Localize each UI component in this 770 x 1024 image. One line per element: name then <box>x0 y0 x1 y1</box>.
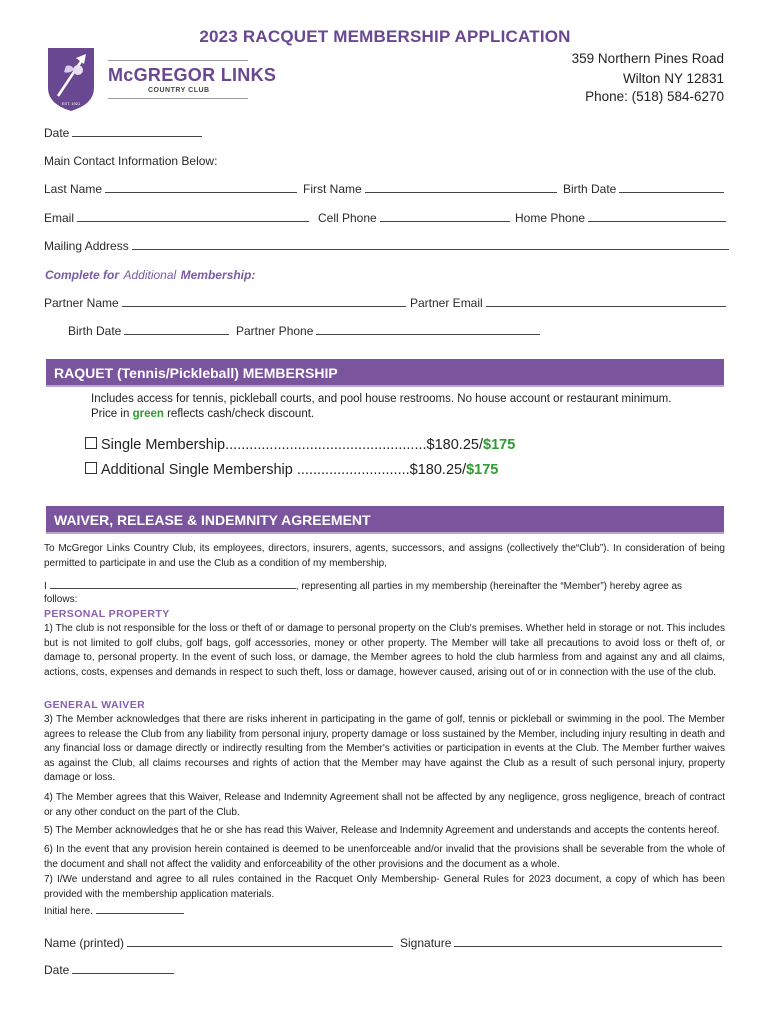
cell-phone-field[interactable] <box>318 210 510 225</box>
follows-text: follows: <box>44 594 78 605</box>
representing-text: , representing all parties in my membership (hereinafter the “Member”) hereby agree as <box>295 581 683 592</box>
name-printed-field[interactable] <box>44 935 393 950</box>
partner-phone-field[interactable] <box>236 323 540 338</box>
partner-birth-date-blank[interactable] <box>124 323 229 335</box>
partner-name-blank[interactable] <box>122 295 406 307</box>
i-label: I <box>44 581 47 592</box>
name-printed-blank[interactable] <box>127 935 393 947</box>
address-line-1: 359 Northern Pines Road <box>571 51 724 66</box>
signature-label: Signature <box>400 936 452 950</box>
phone-number: Phone: (518) 584-6270 <box>585 89 724 104</box>
price-in-text: Price in <box>91 408 130 420</box>
waiver-section-header: WAIVER, RELEASE & INDEMNITY AGREEMENT <box>46 506 724 534</box>
partner-email-label: Partner Email <box>410 296 483 310</box>
address-line-2: Wilton NY 12831 <box>622 71 724 86</box>
cell-phone-blank[interactable] <box>380 210 510 222</box>
racquet-header-rule <box>46 385 724 387</box>
partner-name-field[interactable] <box>44 295 406 310</box>
additional-membership-checkbox[interactable] <box>85 462 97 474</box>
additional-membership-label: Additional Single Membership ............................ <box>101 462 410 478</box>
brand-subtitle: COUNTRY CLUB <box>148 87 210 94</box>
membership-colon-text: Membership: <box>180 268 256 282</box>
first-name-blank[interactable] <box>365 181 557 193</box>
birth-date-label: Birth Date <box>563 182 617 196</box>
complete-for-text: Complete for <box>45 268 120 282</box>
page-title: 2023 RACQUET MEMBERSHIP APPLICATION <box>199 27 571 46</box>
birth-date-blank[interactable] <box>619 181 724 193</box>
racquet-section-header: RAQUET (Tennis/Pickleball) MEMBERSHIP <box>46 359 724 387</box>
single-membership-price: $180.25/ <box>426 437 483 453</box>
birth-date-field[interactable] <box>563 181 724 196</box>
clause-5: 5) The Member acknowledges that he or she has read this Waiver, Release and Indemnity Agreement and understands and accepts the contents hereof. <box>44 825 720 836</box>
last-name-field[interactable] <box>44 181 297 196</box>
additional-membership-option[interactable] <box>85 462 498 478</box>
price-note <box>91 408 314 420</box>
signature-date-field[interactable] <box>44 962 174 977</box>
member-name-blank[interactable] <box>50 579 296 589</box>
initial-label: Initial here. <box>44 906 93 917</box>
date-field[interactable] <box>44 125 202 140</box>
shield-text: EST. 1921 <box>61 101 81 106</box>
clause-4: 4) The Member agrees that this Waiver, Release and Indemnity Agreement shall not be affected by any negligence, gross negligence, breach of contract or any other conduct on the part of the Club. <box>44 792 725 818</box>
last-name-label: Last Name <box>44 182 103 196</box>
main-contact-heading: Main Contact Information Below: <box>44 154 218 168</box>
partner-name-label: Partner Name <box>44 296 119 310</box>
clause-6: 6) In the event that any provision herein contained is deemed to be unenforceable and/or invalid that the provisions shall be severable from the whole of the document and shall not affect the validity and enforceability of the other provisions and the document as a whole. <box>44 844 725 870</box>
first-name-label: First Name <box>303 182 362 196</box>
email-label: Email <box>44 211 75 225</box>
personal-property-heading: PERSONAL PROPERTY <box>44 608 170 620</box>
initial-blank[interactable] <box>96 904 184 914</box>
clause-1: 1) The club is not responsible for the loss or theft of or damage to personal property on the Club's premises. Whether held in storage or not. This includes but is not limited to golf clubs, golf bags, golf accessories, money or other property. The Member will take all precautions to avoid loss or theft of, or damage to, personal property. In the event of such loss, or damage, the Member agrees to hold the club harmless from and against any and all claims, actions, costs, expenses and demands in respect to such theft, loss or damage, however caused, arising out of or in connection with the use of the club. <box>44 623 725 678</box>
partner-phone-blank[interactable] <box>316 323 540 335</box>
single-membership-label: Single Membership.................................................. <box>101 437 427 453</box>
mailing-address-blank[interactable] <box>132 238 729 250</box>
single-membership-checkbox[interactable] <box>85 437 97 449</box>
reflects-text: reflects cash/check discount. <box>167 408 315 420</box>
mailing-address-field[interactable] <box>44 238 729 253</box>
brand-name: McGREGOR LINKS <box>108 65 277 85</box>
home-phone-blank[interactable] <box>588 210 726 222</box>
initial-field[interactable] <box>44 904 725 920</box>
partner-email-blank[interactable] <box>486 295 726 307</box>
racquet-includes-text: Includes access for tennis, pickleball courts, and pool house restrooms. No house account or restaurant minimum. <box>91 393 672 405</box>
green-word: green <box>132 408 164 420</box>
partner-birth-date-field[interactable] <box>68 323 229 338</box>
clause-7: 7) I/We understand and agree to all rules contained in the Racquet Only Membership- General Rules for 2023 document, a copy of which has been provided with the membership application materials. <box>44 874 725 900</box>
partner-phone-label: Partner Phone <box>236 324 314 338</box>
brand-rule-bottom <box>108 98 248 99</box>
club-logo-shield-icon <box>46 44 96 112</box>
home-phone-field[interactable] <box>515 210 726 225</box>
mailing-address-label: Mailing Address <box>44 239 129 253</box>
signature-date-label: Date <box>44 963 70 977</box>
general-waiver-heading: GENERAL WAIVER <box>44 699 146 711</box>
single-membership-option[interactable] <box>85 437 515 453</box>
email-field[interactable] <box>44 210 309 225</box>
cell-phone-label: Cell Phone <box>318 211 377 225</box>
signature-date-blank[interactable] <box>72 962 174 974</box>
additional-membership-price: $180.25/ <box>409 462 467 478</box>
single-membership-discount: $175 <box>483 437 516 453</box>
date-blank[interactable] <box>72 125 202 137</box>
last-name-blank[interactable] <box>105 181 297 193</box>
partner-birth-date-label: Birth Date <box>68 324 122 338</box>
brand-rule-top <box>108 60 248 61</box>
signature-field[interactable] <box>400 935 722 950</box>
email-blank[interactable] <box>77 210 309 222</box>
clause-3: 3) The Member acknowledges that there are risks inherent in participating in the game of golf, tennis or pickleball or swimming in the pool. The Member agrees to release the Club from any liability from personal injury, property damage or loss sustained by the Member, including injury resulting in death and any financial loss or damage directly or indirectly resulting from the Member's activities or participation in events at the Club. The Member further waives as against the Club, all claims recourses and rights of action that the Member may have against the Club as a result of such personal injury, property damage or loss. <box>44 714 725 784</box>
first-name-field[interactable] <box>303 181 557 196</box>
waiver-intro: To McGregor Links Country Club, its employees, directors, insurers, agents, successors, and assigns (collectively the“Club”). In consideration of being permitted to participate in and use the Club as a condition of my membership, <box>44 543 725 569</box>
additional-membership-heading <box>45 266 255 284</box>
partner-email-field[interactable] <box>410 295 726 310</box>
signature-blank[interactable] <box>454 935 722 947</box>
additional-membership-discount: $175 <box>466 462 499 478</box>
additional-text: Additional <box>123 268 177 282</box>
home-phone-label: Home Phone <box>515 211 586 225</box>
date-label: Date <box>44 126 70 140</box>
name-printed-label: Name (printed) <box>44 936 125 950</box>
waiver-header-rule <box>46 532 724 534</box>
